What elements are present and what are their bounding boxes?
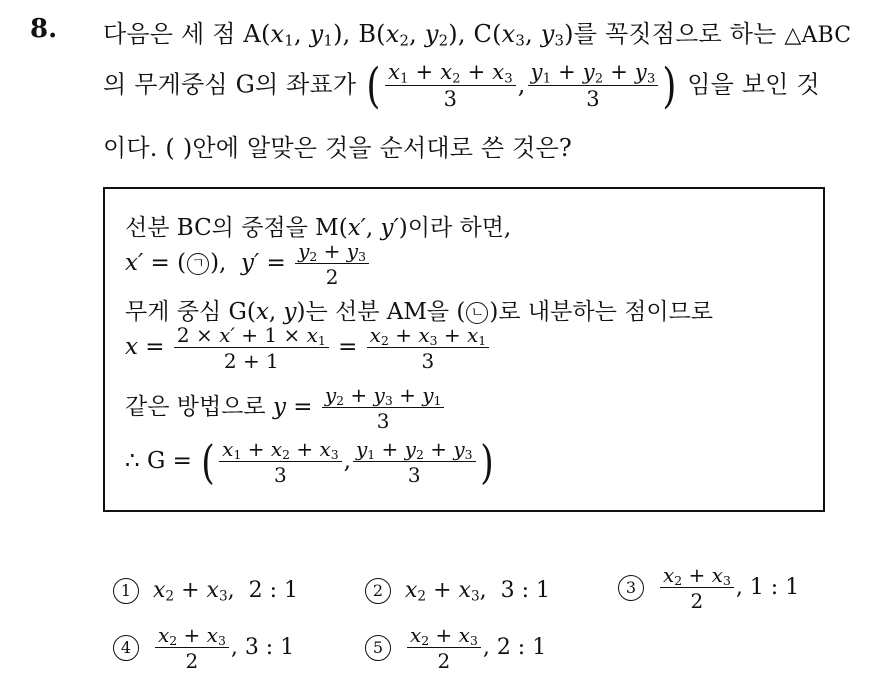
proof-line-3: 무게 중심 G(x, y)는 선분 AM을 ( ㄴ )로 내분하는 점이므로: [125, 299, 713, 325]
question-number: 8.: [30, 14, 58, 44]
option-number-marker: 4: [113, 635, 139, 661]
answer-option-1[interactable]: 1 $x_2 + x_3$, 2 : 1: [113, 578, 298, 604]
stem-text: 임을 보인 것: [687, 70, 820, 99]
centroid-y-fraction: $\frac{y_1 + y_2 + y_3}{3}$: [528, 62, 659, 110]
point-b: $B(x_2$, $y_2$),: [358, 20, 466, 50]
proof-line-4: x = $\frac{2 \times x' + 1 \times x_1}{2 + 1}$ = $\frac{x_2 + x_3 + x_1}{3}$: [125, 325, 491, 371]
proof-box: [103, 187, 825, 512]
centroid-x-fraction: $\frac{x_1 + x_2 + x_3}{3}$: [385, 62, 516, 110]
g-x-fraction: $\frac{x_1 + x_2 + x_3}{3}$: [219, 439, 341, 485]
midpoint-y-fraction: $\frac{y_2 + y_3}{2}$: [295, 241, 369, 287]
g-y-fraction: $\frac{y_1 + y_2 + y_3}{3}$: [353, 439, 476, 485]
stem-text-tail: 를 꼭짓점으로 하는: [573, 20, 777, 48]
stem-text: 의 무게중심 G의 좌표가: [103, 70, 357, 99]
option-number-marker: 3: [618, 575, 644, 601]
internal-division-fraction: $\frac{2 \times x' + 1 \times x_1}{2 + 1}$: [174, 325, 329, 371]
option-number-marker: 1: [113, 578, 139, 604]
y-result-fraction: $\frac{y_2 + y_3 + y_1}{3}$: [322, 385, 445, 431]
question-stem-line-3: 이다. ( )안에 알맞은 것을 순서대로 쓴 것은?: [103, 134, 572, 162]
proof-line-2: x′ = ( ㄱ ), y′ = $\frac{y_2 + y_3}{2}$: [125, 241, 371, 287]
answer-option-2[interactable]: 2 $x_2 + x_3$, 3 : 1: [365, 578, 550, 604]
triangle-label: △ABC: [784, 23, 852, 48]
question-stem-line-2: 의 무게중심 G의 좌표가 ( $\frac{x_1 + x_2 + x_3}{3}$ , $\frac{y_1 + y_2 + y_3}{3}$ ) 임을 보인 것: [103, 58, 820, 114]
midpoint-m: M(x′, y′): [315, 215, 408, 241]
answer-option-4[interactable]: 4 $\frac{x_2 + x_3}{2}$ , 3 : 1: [113, 625, 294, 671]
proof-line-6: ∴ G = ( $\frac{x_1 + x_2 + x_3}{3}$ , $\frac{y_1 + y_2 + y_3}{3}$ ): [125, 435, 494, 489]
point-a: $A(x_1$, $y_1$),: [243, 20, 351, 50]
question-stem-line-1: [103, 14, 851, 49]
option-number-marker: 2: [365, 578, 391, 604]
blank-marker-a: ㄱ: [187, 253, 209, 275]
answer-option-5[interactable]: 5 $\frac{x_2 + x_3}{2}$ , 2 : 1: [365, 625, 546, 671]
stem-text: 다음은 세 점: [103, 20, 236, 48]
point-c: $C(x_3$, $y_3$): [473, 20, 574, 50]
proof-line-1: 선분 BC의 중점을 M(x′, y′)이라 하면,: [125, 215, 512, 241]
proof-line-5: 같은 방법으로 y = $\frac{y_2 + y_3 + y_1}{3}$: [125, 385, 446, 431]
blank-marker-b: ㄴ: [466, 302, 488, 324]
option-number-marker: 5: [365, 635, 391, 661]
answer-option-3[interactable]: 3 $\frac{x_2 + x_3}{2}$ , 1 : 1: [618, 565, 799, 611]
x-result-fraction: $\frac{x_2 + x_3 + x_1}{3}$: [367, 325, 489, 371]
